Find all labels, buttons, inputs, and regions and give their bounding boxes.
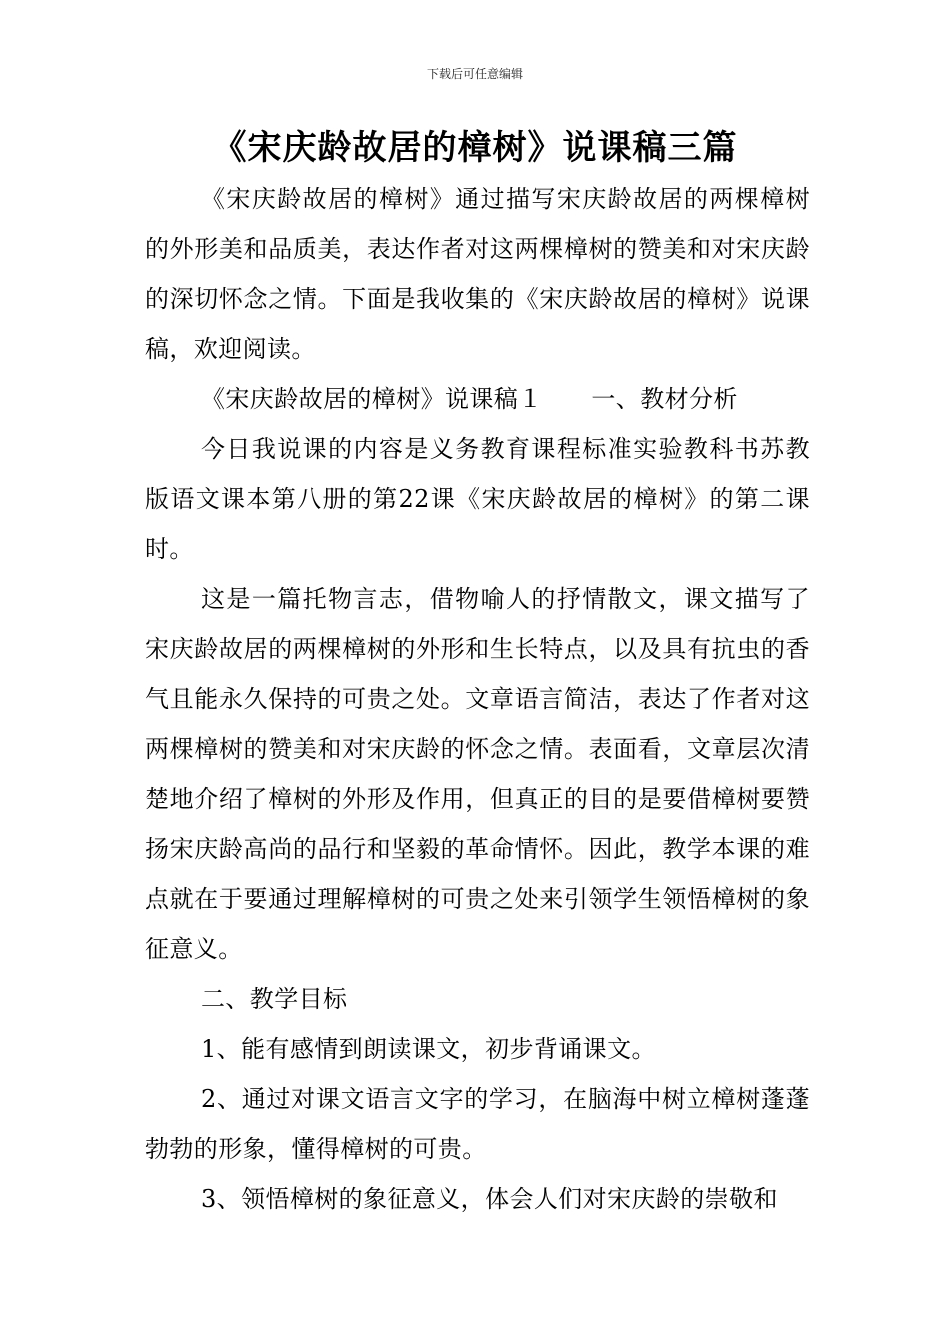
analysis-paragraph: 这是一篇托物言志，借物喻人的抒情散文，课文描写了宋庆龄故居的两棵樟树的外形和生长特点，以及具有抗虫的香气且能永久保持的可贵之处。文章语言简洁，表达了作者对这两棵樟树的赞美和对宋庆龄的怀念之情。表面看，文章层次清楚地介绍了樟树的外形及作用，但真正的目的是要借樟树要赞扬宋庆龄高尚的品行和坚毅的革命情怀。因此，教学本课的难点就在于要通过理解樟树的可贵之处来引领学生领悟樟树的象征意义。 <box>145 585 810 963</box>
header-note: 下载后可任意编辑 <box>426 67 523 81</box>
content-paragraph: 今日我说课的内容是义务教育课程标准实验教科书苏教版语文课本第八册的第22课《宋庆龄故居的樟树》的第二课时。 <box>145 435 810 563</box>
section1-heading: 《宋庆龄故居的樟树》说课稿１ 一、教材分析 <box>201 385 738 413</box>
goal-item-1: 1、能有感情到朗读课文，初步背诵课文。 <box>201 1035 656 1063</box>
section2-heading: 二、教学目标 <box>201 985 348 1013</box>
goal-item-2: 2、通过对课文语言文字的学习，在脑海中树立樟树蓬蓬勃勃的形象，懂得樟树的可贵。 <box>145 1085 810 1163</box>
intro-paragraph: 《宋庆龄故居的樟树》通过描写宋庆龄故居的两棵樟树的外形美和品质美，表达作者对这两棵樟树的赞美和对宋庆龄的深切怀念之情。下面是我收集的《宋庆龄故居的樟树》说课稿，欢迎阅读。 <box>145 185 810 363</box>
document-body <box>145 174 810 1224</box>
goal-item-3: 3、领悟樟树的象征意义，体会人们对宋庆龄的崇敬和 <box>201 1185 778 1213</box>
document-title: 《宋庆龄故居的樟树》说课稿三篇 <box>212 128 738 168</box>
